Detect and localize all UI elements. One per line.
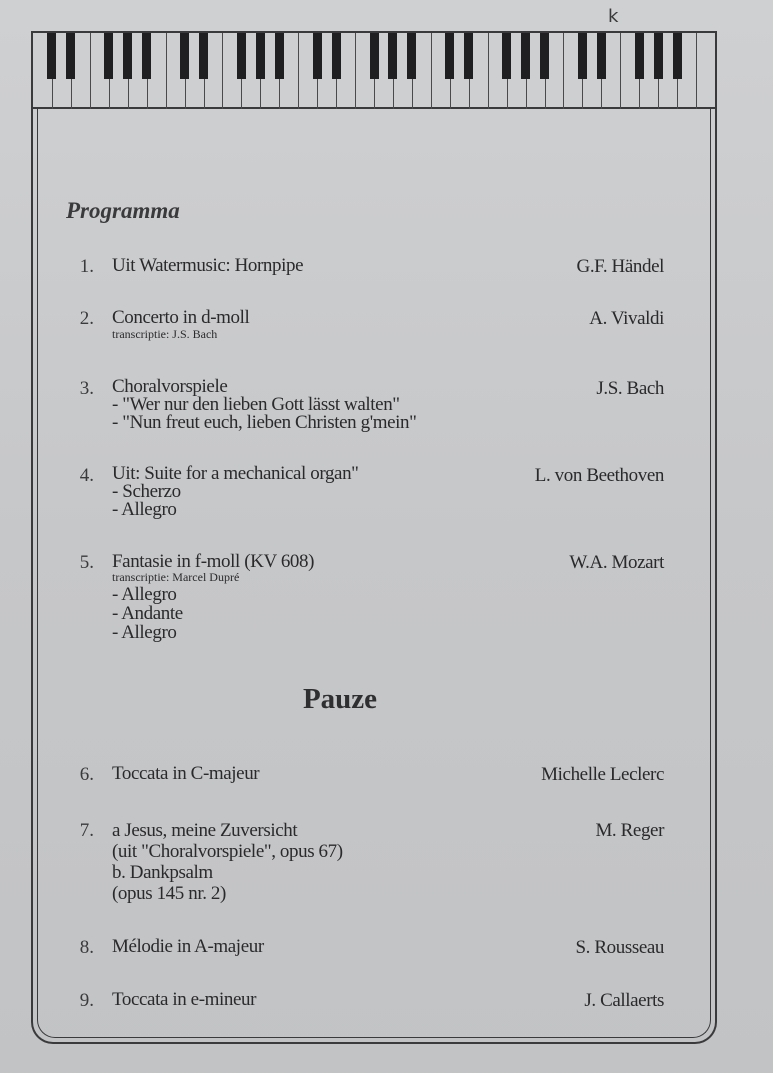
- title-line: - "Wer nur den lieben Gott lässt walten": [112, 394, 400, 415]
- title-line: b. Dankpsalm: [112, 862, 213, 883]
- item-composer: M. Reger: [595, 820, 664, 841]
- piano-white-key-divider: [488, 33, 489, 109]
- item-title: [112, 256, 303, 276]
- item-composer: Michelle Leclerc: [541, 764, 664, 785]
- item-number: 1.: [79, 256, 94, 277]
- interval-heading: Pauze: [302, 683, 378, 715]
- piano-white-key-divider: [696, 33, 697, 109]
- piano-white-key-divider: [222, 33, 223, 109]
- title-line: Uit Watermusic: Hornpipe: [112, 255, 304, 276]
- piano-black-key: [388, 33, 397, 79]
- title-line: a Jesus, meine Zuversicht: [112, 820, 298, 841]
- piano-white-key-divider: [355, 33, 356, 109]
- title-line: Fantasie in f-moll (KV 608): [112, 551, 315, 572]
- item-title: [112, 764, 259, 784]
- piano-black-key: [464, 33, 473, 79]
- piano-black-key: [502, 33, 511, 79]
- title-line: Concerto in d-moll: [112, 307, 250, 328]
- title-line: (uit "Choralvorspiele", opus 67): [112, 841, 343, 862]
- piano-black-key: [597, 33, 606, 79]
- piano-black-key: [654, 33, 663, 79]
- piano-white-key-divider: [620, 33, 621, 109]
- piano-keyboard-decoration: [31, 31, 717, 109]
- item-composer: W.A. Mozart: [569, 552, 664, 573]
- piano-black-key: [180, 33, 189, 79]
- pen-mark: k: [608, 6, 619, 27]
- transcription-note: transcriptie: J.S. Bach: [112, 327, 218, 341]
- piano-black-key: [578, 33, 587, 79]
- item-title: [112, 308, 249, 342]
- piano-white-key-divider: [298, 33, 299, 109]
- title-line: Choralvorspiele: [112, 376, 228, 397]
- item-title: [112, 465, 359, 519]
- piano-black-key: [104, 33, 113, 79]
- item-title: [112, 820, 343, 904]
- item-number: 4.: [79, 465, 94, 486]
- piano-black-key: [313, 33, 322, 79]
- piano-black-key: [635, 33, 644, 79]
- piano-white-key-divider: [166, 33, 167, 109]
- piano-black-key: [370, 33, 379, 79]
- title-line: Uit: Suite for a mechanical organ": [112, 463, 359, 484]
- piano-black-key: [673, 33, 682, 79]
- item-composer: A. Vivaldi: [589, 308, 664, 329]
- title-line: Toccata in e-mineur: [112, 989, 257, 1010]
- item-title: [112, 990, 256, 1010]
- item-composer: G.F. Händel: [576, 256, 664, 277]
- title-line: - Scherzo: [112, 481, 181, 502]
- piano-black-key: [540, 33, 549, 79]
- item-composer: J. Callaerts: [584, 990, 664, 1011]
- title-line: Mélodie in A-majeur: [112, 936, 264, 957]
- item-number: 7.: [79, 820, 94, 841]
- piano-black-key: [199, 33, 208, 79]
- program-heading: Programma: [66, 198, 180, 223]
- item-composer: S. Rousseau: [575, 937, 664, 958]
- movement-line: - Allegro: [112, 584, 177, 605]
- item-number: 3.: [79, 378, 94, 399]
- piano-black-key: [256, 33, 265, 79]
- piano-black-key: [332, 33, 341, 79]
- transcription-note: transcriptie: Marcel Dupré: [112, 570, 240, 584]
- item-number: 8.: [79, 937, 94, 958]
- piano-white-key-divider: [563, 33, 564, 109]
- title-line: Toccata in C-majeur: [112, 763, 260, 784]
- item-title: [112, 937, 264, 957]
- movement-line: - Andante: [112, 603, 183, 624]
- item-composer: J.S. Bach: [596, 378, 664, 399]
- item-number: 9.: [79, 990, 94, 1011]
- piano-black-key: [142, 33, 151, 79]
- item-number: 5.: [79, 552, 94, 573]
- piano-black-key: [445, 33, 454, 79]
- title-line: (opus 145 nr. 2): [112, 883, 226, 904]
- movement-line: - Allegro: [112, 622, 177, 643]
- title-line: - "Nun freut euch, lieben Christen g'mein": [112, 412, 417, 433]
- item-title: [112, 552, 314, 642]
- title-line: - Allegro: [112, 499, 177, 520]
- piano-black-key: [66, 33, 75, 79]
- piano-black-key: [275, 33, 284, 79]
- item-number: 2.: [79, 308, 94, 329]
- item-number: 6.: [79, 764, 94, 785]
- piano-white-key-divider: [90, 33, 91, 109]
- piano-black-key: [123, 33, 132, 79]
- item-composer: L. von Beethoven: [534, 465, 664, 486]
- item-title: [112, 378, 416, 432]
- piano-black-key: [47, 33, 56, 79]
- piano-black-key: [237, 33, 246, 79]
- piano-black-key: [521, 33, 530, 79]
- piano-white-key-divider: [431, 33, 432, 109]
- piano-black-key: [407, 33, 416, 79]
